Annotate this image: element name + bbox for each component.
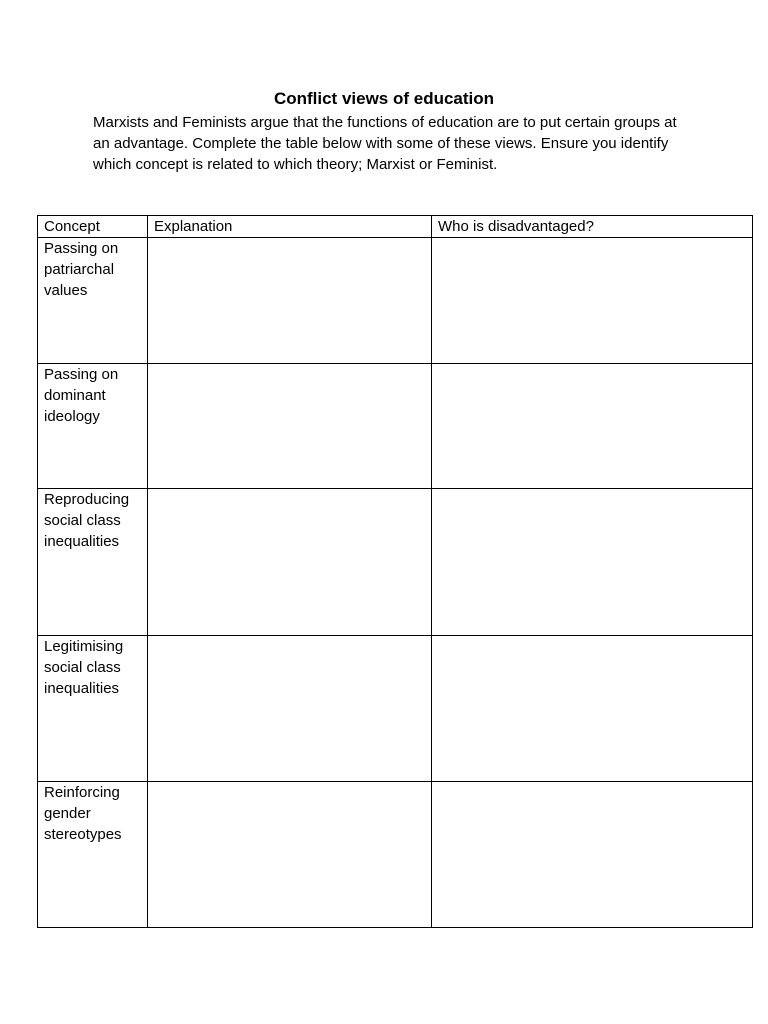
concept-cell: [38, 489, 148, 636]
concept-cell: [38, 782, 148, 928]
who-disadvantaged-cell[interactable]: [432, 238, 753, 364]
explanation-cell[interactable]: [148, 782, 432, 928]
header-concept: Concept: [38, 216, 148, 238]
explanation-cell[interactable]: [148, 238, 432, 364]
who-disadvantaged-cell[interactable]: [432, 636, 753, 782]
concept-label: Passing on dominant ideology: [44, 366, 119, 425]
concept-label: Reinforcing gender stereotypes: [44, 784, 122, 843]
table-row: [38, 782, 753, 928]
table-row: [38, 364, 753, 489]
who-disadvantaged-cell[interactable]: [432, 782, 753, 928]
table-header-row: [38, 216, 753, 238]
concept-label: Legitimising social class inequalities: [44, 638, 124, 697]
explanation-cell[interactable]: [148, 489, 432, 636]
header-who-disadvantaged: Who is disadvantaged?: [432, 216, 753, 238]
concept-label: Passing on patriarchal values: [44, 240, 119, 299]
concept-label: Reproducing social class inequalities: [44, 491, 130, 550]
header-explanation: Explanation: [148, 216, 432, 238]
intro-paragraph: Marxists and Feminists argue that the functions of education are to put certain groups at an advantage. Complete the table below with some of these views. Ensure you identify which concept is related to which theory; Marxist or Feminist.: [93, 114, 677, 173]
table-row: [38, 238, 753, 364]
table-row: [38, 636, 753, 782]
concept-cell: [38, 636, 148, 782]
explanation-cell[interactable]: [148, 636, 432, 782]
table-row: [38, 489, 753, 636]
worksheet-table: [37, 215, 753, 928]
concept-cell: [38, 364, 148, 489]
concept-cell: [38, 238, 148, 364]
who-disadvantaged-cell[interactable]: [432, 489, 753, 636]
page-title: Conflict views of education: [273, 89, 495, 108]
explanation-cell[interactable]: [148, 364, 432, 489]
who-disadvantaged-cell[interactable]: [432, 364, 753, 489]
